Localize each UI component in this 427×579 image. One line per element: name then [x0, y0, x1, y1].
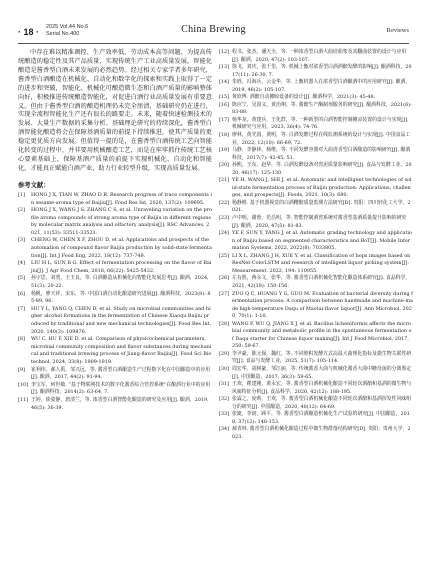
reference-text: WU C, HU F, XIE D, et al. Comparison of physicochemical parameters, microbial community composition and flavor substances during mechanical and traditional brewing process of Jiang-flavor Baijiu[J]. Food Sci Biotechnol, 2024, 33(8): 1909-1919. — [31, 336, 212, 365]
reference-item — [219, 200, 413, 215]
reference-item — [219, 162, 413, 177]
reference-number: [18] — [219, 132, 230, 139]
reference-item — [219, 102, 413, 117]
reference-item — [219, 253, 413, 276]
reference-item — [219, 132, 413, 147]
reference-number: [6] — [18, 290, 25, 297]
right-column — [219, 49, 413, 441]
reference-text: 程书，张杰，潘天全，等. 一种浓香型白酒大曲培曲架及其翻曲装置的设计与应用[J]. 酿酒，2020, 47(2): 103-107. — [232, 49, 407, 63]
reference-text: 王欢，瞿建刚，黄永宏，等. 酱香型白酒机械化酿造不同轮次酒醅和基酒的微生物与风味特征分析[J]. 食品科学，2020, 42(12): 188-195. — [232, 381, 412, 395]
reference-item — [219, 64, 413, 79]
reference-text: ZUO Q C, HUANG Y G, GUO M. Evaluation of bacterial diversity during fermentation process: A comparison between handmade and machine-made high-temperature Daqu of Maotai-flavor liquor[J]. Ann Microbiol, 2020, 70(1): 1-10. — [232, 290, 413, 320]
reference-text: LI X L, ZHANG J H, XUE Y, et al. Classification of hops images based on ResNet-ConvLSTM and research of intelligent liquor picking system[J]. Measurement, 2022, 194: 110955. — [232, 252, 411, 274]
reference-number: [2] — [18, 207, 25, 214]
reference-item — [18, 397, 212, 412]
reference-number: [7] — [18, 305, 25, 312]
reference-text: 朱胜，冯海兵，云金华，等. 上甑机器人在浓香型白酒酿酒中的应用研究[J]. 酿酒，2019, 46(2): 105-107. — [232, 79, 411, 93]
reference-text: YE F, SUN Y, YANG J, et al. Automatic grading technology and application of Baijiu based on segmented characteristics and BoT[J]. Mobile Information Systems, 2022, 2022(8): 7033805. — [232, 230, 412, 252]
reference-number: [23] — [219, 215, 230, 222]
reference-text: 马静，李静林，杨维，等. 不同发酵容器对大曲清香型白酒酿造的影响研究[J]. 酿酒科技，2017(7): 42-45, 51. — [232, 147, 411, 161]
reference-text: LIU H L, SUN B G. Effect of fermentation processing on the flavor of Baijiu[J]. J Agr Food Chem, 2018, 66(22): 5425-5432. — [31, 260, 212, 274]
reference-text: 李尹豪，陈元保，魏红，等. 不同堆积发酵方式高温大曲理化指标及微生物关联性研究[J]. 食品与发酵工业，2025, 51(7): 105-114. — [232, 350, 412, 365]
reference-item — [219, 411, 413, 426]
reference-number: [13] — [219, 64, 230, 71]
reference-item — [219, 79, 413, 94]
reference-number: [26] — [219, 275, 230, 282]
reference-text: 杨华龙，黄建兵，王化群，等. 一种新型的白酒智能控制摊凉装置的设计与实现[J]. 机械研究与应用，2023, 36(4): 74-76. — [232, 116, 409, 131]
reference-number: [1] — [18, 191, 25, 198]
reference-item — [219, 351, 413, 366]
reference-text: 杨静维. 基于机器视觉的白酒糟醅质量监测方法研究[D]. 贵阳：四川轻化工大学，2021. — [232, 199, 411, 214]
reference-number: [17] — [219, 116, 230, 123]
reference-number: [24] — [219, 230, 230, 237]
reference-number: [10] — [18, 381, 29, 388]
reference-text: HONG J X, WANG J S, ZHANG C S, et al. Unraveling variation on the profile aroma compounds of strong aroma type of Baijiu in different regions by molecular matrix analysis and olfactory analysis[J]. RSC Advances, 2021, 11(53): 33511-33521. — [31, 207, 212, 236]
reference-number: [19] — [219, 147, 230, 154]
reference-text: 周宏华，胡树豪，邹江丽，等. 传统酱香大曲与机械化酱香大曲中糖母菌的分离鉴定[J]. 中国酿造，2017, 36(3): 59-65. — [232, 365, 412, 380]
reference-number: [3] — [18, 237, 25, 244]
reference-number: [9] — [18, 366, 25, 373]
journal-title: China Brewing — [181, 24, 246, 35]
reference-number: [11] — [18, 396, 29, 403]
reference-text: YE H, WANG J, SHI J, et al. Automatic and intelligent technologies of solid-state fermentation process of Baijiu production: Applications, challenges, and prospects[J]. Foods, 2021, 10(3): 680. — [232, 177, 412, 199]
page-header — [0, 0, 427, 46]
reference-number: [30] — [219, 365, 230, 372]
reference-item — [219, 177, 413, 200]
reference-list-right — [219, 49, 413, 441]
reference-number: [8] — [18, 336, 25, 343]
reference-item — [18, 382, 212, 397]
reference-item — [219, 147, 413, 162]
section-label: Reviews — [386, 27, 409, 34]
reference-item — [219, 291, 413, 321]
reference-text: 张霖之，庞莉，王欢，等. 酱香型白酒机械化酿造不同轮次酒醅和基酒挥发性风味组分的研究[J]. 中国酿造，2020, 40(12): 64-69. — [232, 396, 412, 410]
reference-item — [18, 291, 212, 306]
reference-text: WANG P, WU Q, JIANG X J, et al. Bacillus licheniformis affects the microbial community and metabolic profile in the spontaneous fermentation of Daqu starter for Chinese liquor making[J]. Int J Food Microbiol, 2017, 250: 59-67. — [232, 320, 412, 350]
reference-text: 左有胜，蒋永文，张华，等. 酱香型白酒机械化智能化酿造体系研究[J]. 食品科学，2021, 42(18): 150-156. — [232, 275, 411, 289]
reference-item — [219, 117, 413, 132]
reference-item — [18, 336, 212, 366]
reference-number: [33] — [219, 411, 230, 418]
reference-number: [29] — [219, 350, 230, 357]
reference-item — [219, 381, 413, 396]
reference-number: [14] — [219, 79, 230, 86]
reference-number: [4] — [18, 260, 25, 267]
reference-item — [18, 237, 212, 260]
reference-number: [5] — [18, 275, 25, 282]
reference-text: 孙宇思，刘勇，王玉良，等. 白酒酿造从机械化向智能化发展思考[J]. 酿酒，2024, 51(3): 20-22. — [31, 275, 209, 290]
reference-item — [219, 230, 413, 253]
reference-number: [25] — [219, 252, 230, 259]
reference-text: CHENG W, CHEN X F, ZHOU D, et al. Applications and prospects of the automation of compound flavor Baijiu production by solid-state fermentation[J]. Int J Food Eng, 2022, 18(12): 737-749. — [31, 237, 212, 259]
reference-item — [219, 275, 413, 290]
reference-text: 李宝军，何世敏. “基于物联网技术的数字化酱香综合管控系统”在酿酒行业中的应用[J]. 酿酒科技，2014(2): 63-64, 7. — [31, 381, 211, 396]
reference-number: [28] — [219, 320, 230, 327]
reference-number: [20] — [219, 162, 230, 169]
reference-number: [15] — [219, 94, 230, 101]
reference-text: HU Y L, YANG Q, CHEN D, et al. Study on microbial communities and higher alcohol formations in the fermentation of Chinese Xiaoqu Baijiu produced by traditional and new mechanical technologies[J]. Food Res Int, 2020, 140(3): 109876. — [31, 305, 212, 335]
reference-number: [16] — [219, 101, 230, 108]
reference-item — [18, 260, 212, 275]
references-heading: 参考文献： — [18, 181, 50, 189]
reference-number: [12] — [219, 49, 230, 55]
reference-item — [219, 94, 413, 102]
reference-item — [18, 207, 212, 237]
reference-list-left — [18, 192, 212, 412]
reference-item — [18, 367, 212, 382]
issue-volume: 2025 Vol.44 No.6 — [46, 24, 89, 30]
reference-text: HONG J X, TIAN W, ZHAO D R. Research progress of trace components in sesame-aroma type of Baijiu[J]. Food Res Int, 2020, 137(2): 109695. — [31, 191, 212, 206]
reference-item — [219, 396, 413, 411]
reference-item — [219, 215, 413, 230]
page-number: · 18 · — [18, 27, 40, 37]
header-rule — [18, 43, 409, 44]
issue-serial: Serial No.400 — [46, 31, 80, 37]
reference-item — [219, 49, 413, 64]
reference-text: 廖林，黄光国，黄明，等. 白酒发酵过程在线监测系统的设计与实现[J]. 中国食品工业，2022, 12(10): 66-69, 72. — [232, 132, 411, 146]
reference-text: 郝青林. 酱香型白酒机械化酿造过程中微生物群落结构研究[D]. 贵阳：贵州大学，2023. — [232, 426, 411, 440]
reference-text: 王婷，徐姿静，唐清兰，等. 浓香型白酒智能化酿造的研究及应用[J]. 酿酒，2019, 46(5): 36-39. — [31, 396, 209, 411]
reference-text: 陈应宁，吴国义，黄治翔，等. 酱醅生产酶制剂服务的研究[J]. 酿酒科技，2021(6): 83-88. — [232, 101, 412, 116]
reference-item — [18, 306, 212, 336]
reference-text: 黄欣博. 酒醅自动摊晾设备的设计[J]. 酿酒科学，2021(3): 45-48. — [232, 94, 376, 101]
reference-item — [219, 321, 413, 351]
reference-number: [32] — [219, 396, 230, 403]
reference-number: [34] — [219, 426, 230, 433]
reference-number: [21] — [219, 177, 230, 184]
reference-text: 孙熙，王东，赵华，等. 白酒发酵设备对窖泥质量影响研究[J]. 食品与发酵工业，2020, 46(17): 125-130. — [232, 162, 412, 176]
reference-item — [219, 426, 413, 441]
reference-number: [27] — [219, 290, 230, 297]
reference-text: 崔利伟，郝人禹，邹兴远，等. 酱香型白酒酿造生产过程数字化在中国酿造中的应用[J]. 酿酒，2017, 44(2): 91-94. — [31, 366, 211, 381]
reference-number: [31] — [219, 381, 230, 388]
reference-text: 杨帆，廖天祥，宋东，等. 中国白酒自动化酿造研究进展[J]. 酿酒科技，2023(8): 85-89, 96. — [31, 290, 211, 305]
reference-item — [18, 192, 212, 207]
reference-item — [18, 275, 212, 290]
reference-number: [22] — [219, 199, 230, 206]
left-column — [18, 49, 212, 412]
body-paragraph: 中存在难以精准调控、生产效率低、劳动成本高等问题，为提高传统酿造的稳定性及其产品质量，实现传统生产工业高质量发展，智能化酿造是酱香型白酒未来发展的必然趋势。经过相关专家学者多年研究，酱香型白酒酿造在机械化、自动化和数字化的探索和实践上取得了一定的进步和突破，智能化、机械化可酿造微生态和白酒产质量的影响整体向好，积极推进传统酿造智能化，对促进白酒行业高质量发展有重要意义。但由于酱香型白酒的酿造机理仍未完全厘清，基础研究仍在进行，实现全流程智能化生产还有很长的路要走。未来，随着快速检测技术的发展、大量生产数据的采集分析、基础理论研究的持续深化，酱香型白酒智能化酿造将会在保障基酒质量的前提下持续推进，使其产质量的更稳定更优质方向发展。但值得一提的是，在酱香型白酒传统工艺向智能化转变的过程中，并非要用机械酿造工艺，而是在牢牢抓住传统工艺核心要素基础上，保障基酒产质量的前提下实现机械化、自动化和智能化，才能真正赋能白酒产业，助力行业转型升级，实现高质量发展。 — [18, 49, 212, 172]
reference-text: 徐飞，刘庆，张千里，等. 机械上甑对浓香型白酒酒醅发酵的影响[J]. 酿酒科技，2017(11): 26-30, 7. — [232, 64, 412, 78]
reference-text: 卢中明，谢蓉，范昌明，等. 智能控制酒窖系统对酱香型基酒质量提升影响的研究[J]. 酿酒，2020, 47(5): 81-83. — [232, 215, 407, 229]
reference-text: 张婕，李润，顾平，等. 酱香型白酒酿造机械化生产试验的研究[J]. 中国酿造，2018, 37(12): 148-153. — [232, 411, 410, 425]
reference-item — [219, 366, 413, 381]
